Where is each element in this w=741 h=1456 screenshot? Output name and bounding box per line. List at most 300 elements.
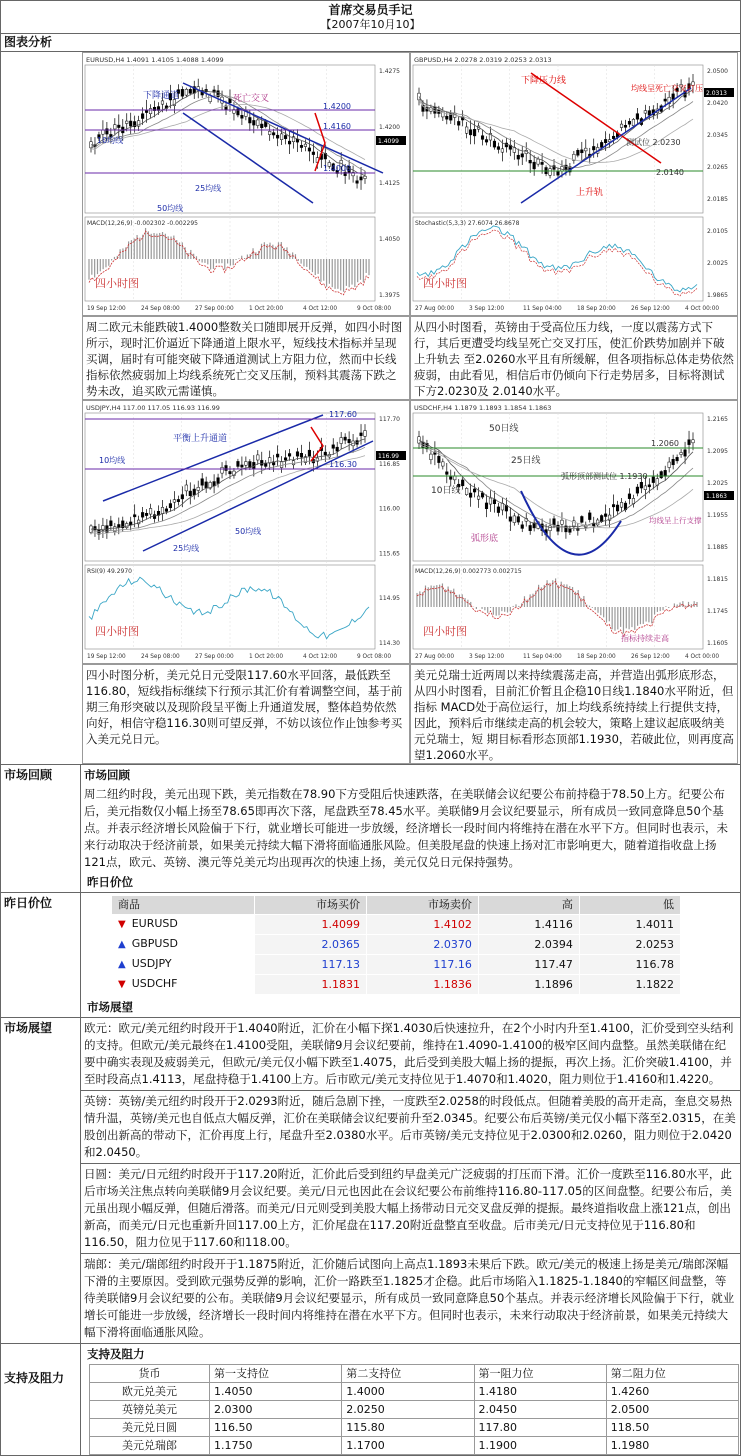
price-bid: 1.1831 (255, 975, 367, 995)
price-low: 2.0253 (579, 935, 680, 955)
candle-body (149, 508, 152, 514)
candle-body (272, 133, 275, 135)
chart-annotation: 弧形顶部测试位 1.1930 (561, 472, 648, 481)
candle-body (644, 486, 647, 490)
candle-body (153, 515, 156, 519)
y-tick-label: 1.4125 (379, 180, 400, 187)
chart-annotation: 25均线 (173, 544, 200, 553)
price-tag: 116.99 (378, 453, 399, 460)
chart-annotation: 1.2060 (651, 439, 679, 448)
y-tick-label: 2.0185 (707, 196, 728, 203)
price-bid: 1.4099 (255, 915, 367, 935)
candle-body (457, 121, 460, 125)
candle-body (588, 513, 591, 520)
y-tick-label: 1.1605 (707, 640, 728, 647)
y-tick-label: 1.2025 (707, 480, 728, 487)
candle-body (141, 114, 144, 119)
candle-body (125, 121, 128, 123)
candle-body (161, 507, 164, 513)
candle-body (581, 516, 584, 522)
chart-annotation: 1.4200 (323, 102, 351, 111)
candle-body (465, 127, 468, 133)
candle-body (497, 507, 500, 513)
x-tick-label: 4 Oct 00:00 (685, 654, 720, 660)
x-tick-label: 27 Aug 00:00 (415, 306, 455, 312)
candle-body (264, 463, 267, 466)
candle-body (469, 493, 472, 497)
chart-annotation: 50日线 (489, 424, 519, 434)
candle-body (181, 495, 184, 499)
chart-header: EURUSD,H4 1.4091 1.4105 1.4088 1.4099 (86, 56, 224, 64)
candle-body (308, 148, 311, 151)
arrow-down-icon: ▼ (118, 979, 126, 990)
candle-body (664, 470, 667, 476)
sr-cell: 美元兑日圆 (90, 1419, 210, 1437)
market-review-row (1, 764, 740, 893)
sr-cell: 美元兑瑞郎 (90, 1437, 210, 1455)
indicator-header: RSI(9) 49.2970 (87, 568, 132, 575)
chart-annotation: 2.0140 (656, 168, 684, 177)
candle-body (549, 526, 552, 531)
chart-annotation: 116.30 (329, 460, 357, 469)
candle-body (620, 124, 623, 127)
sr-cell: 2.0500 (606, 1401, 738, 1419)
candle-body (592, 146, 595, 149)
candle-body (636, 487, 639, 493)
sr-cell: 2.0250 (342, 1401, 474, 1419)
candle-body (584, 148, 587, 151)
chart-annotation: 10均线 (97, 136, 124, 145)
candle-body (117, 125, 120, 127)
y-tick-label: 116.00 (379, 505, 400, 513)
candle-body (521, 525, 524, 529)
candle-body (640, 482, 643, 488)
y-tick-label: 117.70 (379, 416, 400, 423)
chart-annotation: 测试位 2.0230 (626, 138, 681, 147)
candle-body (268, 131, 271, 134)
price-symbol: ▼ USDCHF (112, 975, 255, 995)
y-tick-label: 2.0345 (707, 132, 728, 139)
candle-body (225, 465, 228, 470)
candle-body (628, 494, 631, 499)
y-tick-label: 1.4275 (379, 68, 400, 75)
sr-label: 支持及阻力 (1, 1344, 81, 1455)
candle-body (360, 433, 363, 436)
price-bid: 117.13 (255, 955, 367, 975)
y-tick-label: 114.95 (379, 595, 400, 603)
candle-body (288, 454, 291, 457)
candle-body (632, 119, 635, 125)
outlook-body (81, 1018, 740, 1343)
price-tag: 2.0313 (706, 90, 727, 97)
sr-cell: 117.80 (474, 1419, 606, 1437)
candle-body (217, 478, 220, 484)
candle-body (201, 479, 204, 486)
candle-body (461, 480, 464, 486)
x-tick-label: 19 Sep 12:00 (87, 654, 126, 660)
y-tick-label: 1.1815 (707, 576, 728, 583)
timeframe-label: 四小时图 (95, 277, 139, 290)
candle-body (692, 440, 695, 443)
candle-body (497, 147, 500, 150)
yesterday-prices-label: 昨日价位 (1, 893, 81, 1017)
candle-body (557, 172, 560, 176)
candle-body (473, 129, 476, 136)
candle-body (445, 116, 448, 119)
candle-body (193, 489, 196, 495)
price-ask: 2.0370 (366, 935, 478, 955)
market-review-subhead: 市场回顾 (84, 768, 130, 782)
candle-body (114, 125, 117, 129)
market-review-label: 市场回顾 (1, 765, 81, 892)
x-tick-label: 1 Oct 20:00 (249, 654, 284, 660)
candle-body (449, 477, 452, 479)
candle-body (608, 140, 611, 142)
indicator-header: Stochastic(5,3,3) 27.6074 26.8678 (415, 220, 520, 227)
candle-body (304, 144, 307, 146)
candle-body (445, 472, 448, 475)
y-tick-label: 2.0025 (707, 260, 728, 267)
candle-body (442, 462, 445, 466)
x-tick-label: 4 Oct 00:00 (685, 306, 720, 312)
chart-annotation: 均线呈死亡交叉打压 (631, 84, 703, 93)
prices-header-4: 低 (579, 896, 680, 915)
candle-body (177, 499, 180, 501)
sr-header: 第一支持位 (210, 1365, 342, 1383)
usdchf-chart-svg (411, 401, 737, 663)
sr-cell: 英镑兑美元 (90, 1401, 210, 1419)
candle-body (620, 502, 623, 507)
prices-header-1: 市场买价 (255, 896, 367, 915)
outlook-paragraph: 欧元：欧元/美元纽约时段开于1.4040附近，汇价在小幅下探1.4030后快速拉升，在2个小时内升至1.4100，汇价受到空头结利的支持。但欧元/美元最终在1.4100受阻，美联储9月会议纪要前，维持在1.4090-1.4100的极窄区间内盘整。虽然美联储在纪要中确实表现及疲弱美元，但欧元/美元仅小幅下跌至1.4075，此后受到美股大幅上扬的提振，再次上扬。汇价突破1.4100，并至时段高点1.4113，尾盘持稳于1.4100上方。后市欧元/美元支持位见于1.4070和1.4020，阻力则位于1.4160和1.4220。 (81, 1018, 740, 1091)
sr-header: 第一阻力位 (474, 1365, 606, 1383)
candle-body (340, 438, 343, 444)
section-chart-analysis: 图表分析 (4, 35, 53, 49)
y-tick-label: 1.4200 (379, 124, 400, 131)
y-tick-label: 2.0420 (707, 100, 728, 107)
y-tick-label: 1.9865 (707, 292, 728, 299)
x-tick-label: 18 Sep 20:00 (577, 306, 616, 312)
price-ask: 117.16 (366, 955, 478, 975)
gbpusd-chart-svg (411, 53, 737, 315)
price-high: 117.47 (478, 955, 579, 975)
candle-body (276, 454, 279, 457)
y-tick-label: 1.1955 (707, 512, 728, 519)
price-tag: 1.4099 (378, 138, 399, 145)
candle-body (360, 177, 363, 180)
x-tick-label: 11 Sep 04:00 (523, 654, 562, 660)
y-tick-label: 1.2165 (707, 416, 728, 423)
candle-body (145, 513, 148, 515)
candle-body (517, 517, 520, 522)
sr-cell: 1.1900 (474, 1437, 606, 1455)
candle-body (288, 141, 291, 144)
candle-body (453, 476, 456, 480)
candle-body (438, 456, 441, 462)
report-title: 首席交易员手记 (328, 3, 413, 17)
candle-body (521, 154, 524, 157)
candle-body (125, 523, 128, 527)
yesterday-prices-subhead: 昨日价位 (87, 875, 133, 889)
candle-body (312, 152, 315, 155)
candle-body (430, 454, 433, 460)
sr-cell: 2.0300 (210, 1401, 342, 1419)
candle-body (94, 526, 97, 529)
candle-body (680, 452, 683, 454)
report-date: 【2007年10月10】 (320, 18, 421, 31)
chart-header: USDCHF,H4 1.1879 1.1893 1.1854 1.1863 (414, 404, 552, 412)
price-ask: 1.4102 (366, 915, 478, 935)
price-high: 2.0394 (478, 935, 579, 955)
sr-header: 货币 (90, 1365, 210, 1383)
candle-body (604, 514, 607, 517)
prices-table (111, 895, 681, 995)
timeframe-label: 四小时图 (423, 625, 467, 638)
eurusd-chart (82, 52, 410, 316)
chart-annotation: 死亡交叉 (233, 94, 270, 104)
y-tick-label: 1.3975 (379, 292, 400, 299)
sr-row (1, 1344, 740, 1455)
candle-body (260, 460, 263, 465)
candle-body (561, 520, 564, 524)
candle-body (664, 99, 667, 101)
timeframe-label: 四小时图 (95, 625, 139, 638)
x-tick-label: 3 Sep 12:00 (469, 306, 505, 312)
candle-body (473, 489, 476, 492)
candle-body (165, 509, 168, 512)
chart-annotation: 10日线 (431, 486, 461, 496)
candle-body (110, 521, 113, 526)
candle-body (493, 500, 496, 504)
chart-annotation: 25均线 (195, 184, 222, 193)
x-tick-label: 18 Sep 20:00 (577, 654, 616, 660)
candle-body (249, 117, 252, 123)
candle-body (581, 150, 584, 153)
candle-body (344, 437, 347, 440)
candle-body (644, 111, 647, 114)
price-ask: 1.1836 (366, 975, 478, 995)
x-tick-label: 4 Oct 12:00 (303, 654, 338, 660)
outlook-paragraph: 日圆：美元/日元纽约时段开于117.20附近，汇价此后受到纽约早盘美元广泛疲弱的打压而下滑。汇价一度跌至116.80水平，此后市场关注焦点转向美联储9月会议纪要。美元/日元也因此在会议纪要公布前维持116.80-117.05的区间盘整。纪要公布后，美元虽出现小幅反弹，但随后滑落。而美元/日元则受到美股大幅上扬带动日元交叉盘反弹的提振。最终道指收盘上涨121点，创出新高，而美元/日元也重新升回117.00上方，汇价尾盘在117.20附近盘整直至收盘。后市美元/日元支持位见于116.80和116.50，阻力位见于117.60和118.00。 (81, 1164, 740, 1254)
chart-annotation: 指标持续走高 (621, 634, 669, 643)
candle-body (612, 505, 615, 507)
candle-body (501, 149, 504, 152)
candle-body (364, 431, 367, 437)
y-tick-label: 1.1885 (707, 544, 728, 551)
chart-annotation: 1.4160 (323, 122, 351, 131)
candle-body (688, 440, 691, 445)
x-tick-label: 3 Sep 12:00 (469, 654, 505, 660)
gbpusd-chart (410, 52, 738, 316)
candle-body (537, 159, 540, 164)
candle-body (173, 500, 176, 503)
outlook-label: 市场展望 (1, 1018, 81, 1343)
chart-annotation: 1.4000 (323, 164, 351, 173)
candle-body (541, 162, 544, 164)
candle-body (668, 462, 671, 467)
x-tick-label: 27 Sep 00:00 (195, 306, 234, 312)
chart-annotation: 平衡上升通道 (173, 434, 228, 444)
sr-cell: 116.50 (210, 1419, 342, 1437)
candle-body (241, 115, 244, 118)
x-tick-label: 19 Sep 12:00 (87, 306, 126, 312)
candle-body (106, 129, 109, 134)
candle-body (356, 181, 359, 183)
x-tick-label: 4 Oct 12:00 (303, 306, 338, 312)
candle-body (672, 459, 675, 465)
candle-body (549, 169, 552, 176)
x-tick-label: 9 Oct 08:00 (357, 306, 392, 312)
x-tick-label: 11 Sep 04:00 (523, 306, 562, 312)
eurusd-analysis: 周二欧元未能跌破1.4000整数关口随即展开反弹，如四小时图所示，现时汇价逼近下降通道上限水平，短线技术指标并呈现买调，届时有可能突破下降通道测试上方阻力位，然而中长线指标依然疲弱加上均线系统死亡交叉压制，预料其震荡下跌之势未改，追买欧元需谨慎。 (82, 316, 410, 400)
report-header (1, 1, 740, 34)
sr-subhead: 支持及阻力 (87, 1347, 145, 1361)
arrow-up-icon: ▲ (118, 959, 126, 970)
candle-body (660, 472, 663, 478)
candle-body (169, 504, 172, 508)
chart-annotation: 10均线 (99, 456, 126, 465)
candle-body (604, 139, 607, 142)
candle-body (517, 155, 520, 159)
price-symbol: ▲ GBPUSD (112, 935, 255, 955)
x-tick-label: 24 Sep 08:00 (141, 306, 180, 312)
price-row (112, 935, 681, 955)
price-row (112, 975, 681, 995)
y-tick-label: 2.0105 (707, 228, 728, 235)
chart-annotation: 25日线 (511, 456, 541, 466)
y-tick-label: 1.2095 (707, 448, 728, 455)
candle-body (648, 111, 651, 116)
candle-body (489, 498, 492, 504)
price-low: 1.1822 (579, 975, 680, 995)
sr-cell: 1.1700 (342, 1437, 474, 1455)
outlook-row (1, 1018, 740, 1344)
x-tick-label: 26 Sep 12:00 (631, 654, 670, 660)
candle-body (181, 89, 184, 96)
candle-body (129, 121, 132, 126)
timeframe-label: 四小时图 (423, 277, 467, 290)
candle-body (245, 462, 248, 466)
market-review-text: 周二纽约时段，美元出现下跌，美元指数在78.90下方受阻后快速跌落，在美联储会议纪要公布前持稳于78.50上方。纪要公布后，美元指数仅小幅上扬至78.65即再次下落，尾盘跌至78.45水平。美联储9月会议纪要显示，所有成员一致同意降息50个基点。并表示经济增长风险偏于下行，就业增长可能进一步放缓，经济增长一段时间内将维持在潜在水平下方。但同时也表示，未来行动取决于经济前景，如果美元持续大幅下滑将面临通胀风险。但美股尾盘的快速上扬对汇市影响更大，随着道指收盘上扬121点，欧元、英镑、澳元等兑美元均出现再次的快速上扬，美元仅兑日元保持强势。 (84, 787, 728, 869)
candle-body (284, 458, 287, 460)
sr-cell: 118.50 (606, 1419, 738, 1437)
candle-body (161, 101, 164, 104)
candle-body (485, 140, 488, 143)
chart-annotation: 下降压力线 (521, 76, 567, 86)
candle-body (300, 453, 303, 457)
price-symbol: ▼ EURUSD (112, 915, 255, 935)
candle-body (648, 485, 651, 487)
indicator-header: MACD(12,26,9) 0.002773 0.002715 (415, 568, 522, 575)
candle-body (600, 142, 603, 147)
candle-body (612, 136, 615, 138)
candle-body (256, 455, 259, 460)
price-symbol: ▲ USDJPY (112, 955, 255, 975)
candle-body (229, 471, 232, 473)
outlook-paragraph: 英镑：英镑/美元纽约时段开于2.0293附近，随后急剧下挫，一度跌至2.0258的时段低点。但随着美股的高开走高，奎息交易热情升温，英镑/美元也自低点大幅反弹，汇价在美联储会议纪要前升至2.0345。纪要公布后英镑/美元仅小幅下落至2.0315，在美股创出新高的带动下，汇价再度上行，尾盘升至2.0380水平。后市英镑/美元支持位见于2.0300和2.0260，阻力则位于2.0420和2.0450。 (81, 1091, 740, 1164)
candle-body (577, 150, 580, 155)
outlook-paragraph: 瑞郎：美元/瑞郎纽约时段开于1.1875附近，汇价随后试图向上高点1.1893未果后下跌。欧元/美元的极速上扬是美元/瑞郎深幅下滑的主要原因。受到欧元强势反弹的影响，汇价一路跌至1.1825才企稳。此后市场陷入1.1825-1.1840的窄幅区间盘整，等待美联储9月会议纪要的公布。美联储9月会议纪要显示，所有成员一致同意降息50个基点。并表示经济增长风险偏于下行，就业增长可能进一步放缓，经济增长一段时间内将维持在潜在水平下方。但同时也表示，未来行动取决于经济前景，如果美元持续大幅下滑将面临通胀风险。 (84, 1257, 735, 1339)
sr-row (90, 1383, 739, 1401)
candle-body (185, 89, 188, 95)
x-tick-label: 27 Sep 00:00 (195, 654, 234, 660)
candle-body (636, 114, 639, 120)
indicator-header: MACD(12,26,9) -0.002302 -0.002295 (87, 220, 198, 227)
candle-body (280, 134, 283, 140)
chart-annotation: 下降通道 (143, 91, 180, 101)
candle-body (253, 120, 256, 125)
candle-body (348, 439, 351, 442)
candle-body (260, 124, 263, 128)
candle-body (364, 176, 367, 178)
candle-body (300, 145, 303, 147)
price-bid: 2.0365 (255, 935, 367, 955)
sr-row (90, 1419, 739, 1437)
sr-row (90, 1437, 739, 1455)
candle-body (292, 461, 295, 465)
usdjpy-chart (82, 400, 410, 664)
chart-grid (82, 52, 738, 764)
sr-row (90, 1401, 739, 1419)
candle-body (332, 445, 335, 448)
x-tick-label: 9 Oct 08:00 (357, 654, 392, 660)
candle-body (469, 130, 472, 135)
sr-cell: 1.1980 (606, 1437, 738, 1455)
candle-body (501, 503, 504, 510)
outlook-subhead: 市场展望 (87, 1000, 133, 1014)
chart-annotation: 117.60 (329, 410, 357, 419)
candle-body (628, 121, 631, 124)
x-tick-label: 24 Sep 08:00 (141, 654, 180, 660)
candle-body (133, 515, 136, 517)
candle-body (485, 503, 488, 509)
candle-body (114, 527, 117, 532)
candle-body (185, 485, 188, 491)
sr-cell: 1.4050 (210, 1383, 342, 1401)
price-row (112, 915, 681, 935)
prices-header-0: 商品 (112, 896, 255, 915)
y-tick-label: 2.0265 (707, 164, 728, 171)
arrow-down-icon: ▼ (118, 919, 126, 930)
y-tick-label: 1.1745 (707, 608, 728, 615)
candle-body (296, 452, 299, 456)
candle-body (308, 450, 311, 456)
candle-body (276, 135, 279, 138)
usdchf-chart (410, 400, 738, 664)
price-low: 1.4011 (579, 915, 680, 935)
y-tick-label: 1.4050 (379, 236, 400, 243)
sr-cell: 115.80 (342, 1419, 474, 1437)
candle-body (513, 516, 516, 523)
candle-body (481, 136, 484, 140)
candle-body (553, 519, 556, 525)
sr-cell: 欧元兑美元 (90, 1383, 210, 1401)
chart-annotation: 50均线 (235, 527, 262, 536)
candle-body (284, 135, 287, 138)
sr-cell: 1.4260 (606, 1383, 738, 1401)
candle-body (197, 487, 200, 490)
candle-body (336, 447, 339, 451)
candle-body (141, 512, 144, 517)
chart-annotation: 50均线 (157, 204, 184, 213)
candle-body (280, 461, 283, 467)
usdchf-analysis: 美元兑瑞士近两周以来持续震荡走高，并营造出弧形底形态，从四小时图看，目前汇价暂且企稳10日线1.1840水平附近，但指标 MACD处于高位运行，加上均线系统持续上行提供支持，因此，预料后市继续走高的机会较大，策略上建议起底吸纳美元兑瑞士，短 期目标看形态顶部1.1930，若破此位，则再度高望1.2060水平。 (410, 664, 738, 764)
sr-header: 第二支持位 (342, 1365, 474, 1383)
yesterday-prices-row (1, 893, 740, 1018)
price-high: 1.1896 (478, 975, 579, 995)
candle-body (624, 125, 627, 127)
price-tag: 1.1863 (706, 493, 727, 500)
